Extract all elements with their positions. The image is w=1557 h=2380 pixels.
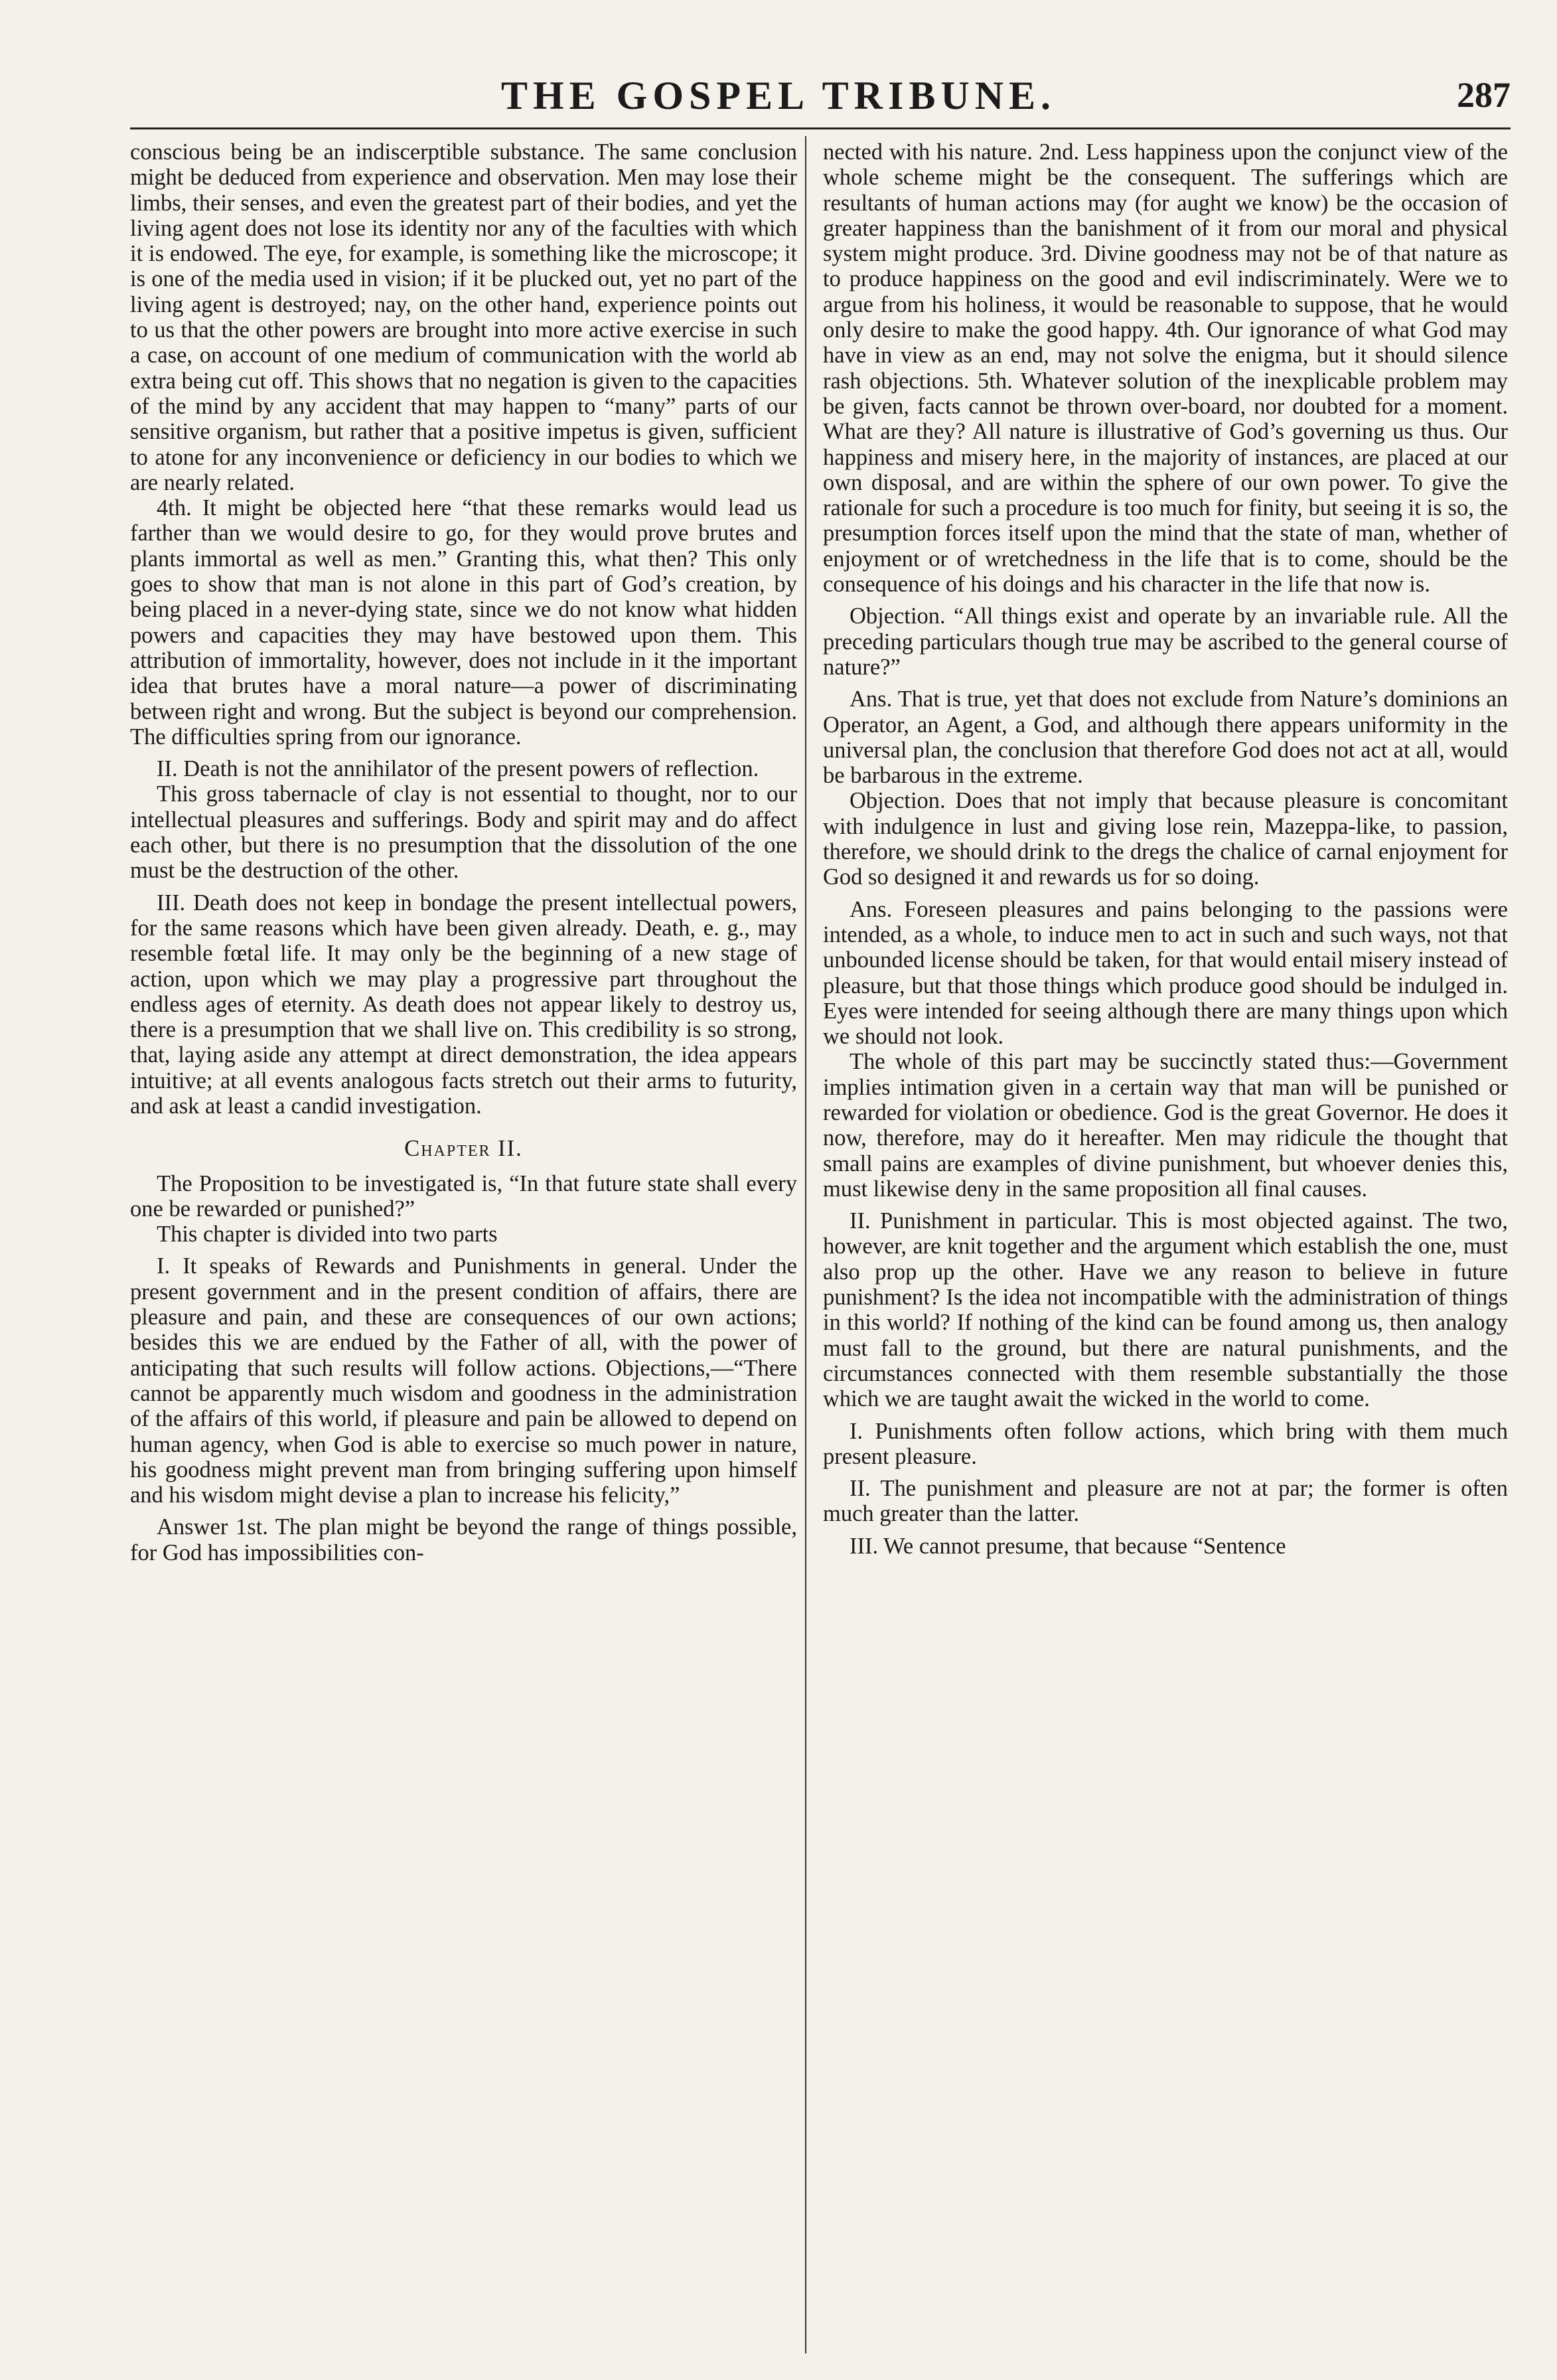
page-header [0,0,1557,126]
paragraph: II. The punishment and pleasure are not at par; the former is often much greater than the latter. [823,1476,1508,1527]
paragraph: Objection. “All things exist and operate by an invariable rule. All the preceding particulars though true may be ascribed to the general course of nature?” [823,603,1508,680]
page-number: 287 [1457,75,1511,115]
paragraph: nected with his nature. 2nd. Less happiness upon the conjunct view of the whole scheme might be the consequent. The sufferings which are resultants of human actions may (for aught we know) be the occasion of greater happiness than the banishment of it from our moral and physical system might produce. 3rd. Divine goodness may not be of that nature as to produce happiness on the good and evil indiscriminately. Were we to argue from his holiness, it would be reasonable to suppose, that he would only desire to make the good happy. 4th. Our ignorance of what God may have in view as an end, may not solve the enigma, but it should silence rash objections. 5th. Whatever solution of the inexplicable problem may be given, facts cannot be thrown over-board, nor doubted for a moment. What are they? All nature is illustrative of God’s governing us thus. Our happiness and misery here, in the majority of instances, are placed at our own disposal, and are within the sphere of our own power. To give the rationale for such a procedure is too much for finity, but seeing it is so, the presumption forces itself upon the mind that the state of man, whether of enjoyment or of wretchedness in the life that is to come, should be the consequence of his doings and his character in the life that now is. [823,139,1508,597]
left-column [130,139,797,1565]
paragraph: I. Punishments often follow actions, which bring with them much present pleasure. [823,1418,1508,1469]
header-rule [130,127,1511,129]
paragraph: II. Punishment in particular. This is most objected against. The two, however, are knit together and the argument which establish the one, must also prop up the other. Have we any reason to believe in future punishment? Is the idea not incompatible with the administration of things in this world? If nothing of the kind can be found among us, then analogy must fall to the ground, but there are natural punishments, and the circumstances connected with them resemble substantially the those which we are taught await the wicked in the world to come. [823,1208,1508,1412]
paragraph: II. Death is not the annihilator of the present powers of reflection. [157,756,759,782]
paragraph: This gross tabernacle of clay is not essential to thought, nor to our intellectual pleasures and sufferings. Body and spirit may and do affect each other, but there is no presumption that the dissolution of the one must be the destruction of the other. [130,781,797,884]
column-divider [805,136,806,2353]
paragraph: The whole of this part may be succinctly stated thus:—Government implies intimation given in a certain way that man will be punished or rewarded for violation or obedience. God is the great Governor. He does it now, therefore, may do it hereafter. Men may ridicule the thought that small pains are examples of divine punishment, but whoever denies this, must likewise deny in the same proposition all final causes. [823,1049,1508,1202]
right-column [823,139,1508,1559]
paragraph: Ans. That is true, yet that does not exclude from Nature’s dominions an Operator, an Agent, a God, and although there appears uniformity in the universal plan, the conclusion that therefore God does not act at all, would be barbarous in the extreme. [823,686,1508,789]
paragraph: This chapter is divided into two parts [157,1222,498,1247]
paragraph: Ans. Foreseen pleasures and pains belonging to the passions were intended, as a whole, to induce men to act in such and such ways, not that unbounded license should be taken, for that would entail misery instead of pleasure, but that those things which produce good should be indulged in. Eyes were intended for seeing although there are many things upon which we should not look. [823,896,1508,1050]
paragraph: III. We cannot presume, that because “Sentence [850,1533,1286,1559]
chapter-heading: Chapter II. [404,1136,523,1162]
paragraph: III. Death does not keep in bondage the present intellectual powers, for the same reasons which have been given already. Death, e. g., may resemble fœtal life. It may only be the beginning of a new stage of action, upon which we may play a progressive part throughout the endless ages of eternity. As death does not appear likely to destroy us, there is a presumption that we shall live on. This credibility is so strong, that, laying aside any attempt at direct demonstration, the idea appears intuitive; at all events analogous facts stretch out their arms to futurity, and ask at least a candid investigation. [130,890,797,1119]
paragraph: conscious being be an indiscerptible substance. The same conclusion might be deduced from experience and observation. Men may lose their limbs, their senses, and even the greatest part of their bodies, and yet the living agent does not lose its identity nor any of the faculties with which it is endowed. The eye, for example, is something like the microscope; it is one of the media used in vision; if it be plucked out, yet no part of the living agent is destroyed; nay, on the other hand, experience points out to us that the other powers are brought into more active exercise in such a case, on account of one medium of communication with the world ab extra being cut off. This shows that no negation is given to the capacities of the mind by any accident that may happen to “many” parts of our sensitive organism, but rather that a positive impetus is given, sufficient to atone for any inconvenience or deficiency in our bodies to which we are nearly related. [130,139,797,495]
running-title: THE GOSPEL TRIBUNE. [500,74,1057,118]
paragraph: The Proposition to be investigated is, “In that future state shall every one be rewarded or punished?” [130,1170,797,1222]
paragraph: I. It speaks of Rewards and Punishments in general. Under the present government and in the present condition of affairs, there are pleasure and pain, and these are consequences of our own actions; besides this we are endued by the Father of all, with the power of anticipating that such results will follow actions. Objections,—“There cannot be apparently much wisdom and goodness in the administration of the affairs of this world, if pleasure and pain be allowed to depend on human agency, when God is able to exercise so much power in nature, his goodness might prevent man from bringing suffering upon himself and his wisdom might devise a plan to increase his felicity,” [130,1253,797,1508]
paragraph: 4th. It might be objected here “that these remarks would lead us farther than we would desire to go, for they would prove brutes and plants immortal as well as men.” Granting this, what then? This only goes to show that man is not alone in this part of God’s creation, by being placed in a never-dying state, since we do not know what hidden powers and capacities they may have bestowed upon them. This attribution of immortality, however, does not include in it the important idea that brutes have a moral nature—a power of discriminating between right and wrong. But the subject is beyond our comprehension. The difficulties spring from our ignorance. [130,495,797,750]
paragraph: Objection. Does that not imply that because pleasure is concomitant with indulgence in lust and giving lose rein, Mazeppa-like, to passion, therefore, we should drink to the dregs the chalice of carnal enjoyment for God so designed it and rewards us for so doing. [823,788,1508,890]
paragraph: Answer 1st. The plan might be beyond the range of things possible, for God has impossibilities con- [130,1514,797,1565]
